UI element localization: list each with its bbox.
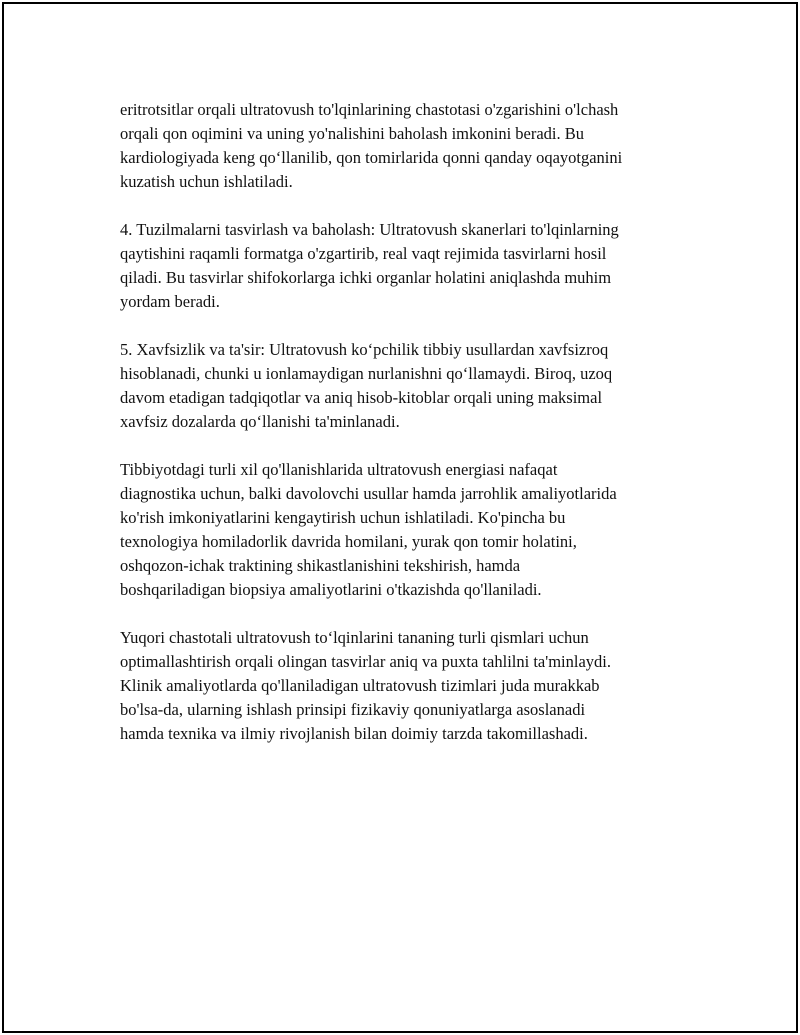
document-body [120,98,680,770]
paragraph-structure-imaging: 4. Tuzilmalarni tasvirlash va baholash: Ultratovush skanerlari to'lqinlarning qaytishini raqamli formatga o'zgartirib, real vaqt rejimida tasvirlarni hosil qiladi. Bu tasvirlar shifokorlarga ichki organlar holatini aniqlashda muhim yordam beradi. [120,220,619,311]
paragraph-medical-applications: Tibbiyotdagi turli xil qo'llanishlarida ultratovush energiasi nafaqat diagnostika uchun, balki davolovchi usullar hamda jarrohlik amaliyotlarida ko'rish imkoniyatlarini kengaytirish uchun ishlatiladi. Ko'pincha bu texnologiya homiladorlik davrida homilani, yurak qon tomir holatini, oshqozon-ichak traktining shikastlanishini tekshirish, hamda boshqariladigan biopsiya amaliyotlarini o'tkazishda qo'llaniladi. [120,460,617,599]
document-page [2,2,798,1033]
paragraph-doppler-continuation: eritrotsitlar orqali ultratovush to'lqinlarining chastotasi o'zgarishini o'lchash orqali qon oqimini va uning yo'nalishini baholash imkonini beradi. Bu kardiologiyada keng qo‘llanilib, qon tomirlarida qonni qanday oqayotganini kuzatish uchun ishlatiladi. [120,100,623,191]
paragraph-high-frequency: Yuqori chastotali ultratovush to‘lqinlarini tananing turli qismlari uchun optimallashtirish orqali olingan tasvirlar aniq va puxta tahlilni ta'minlaydi. Klinik amaliyotlarda qo'llaniladigan ultratovush tizimlari juda murakkab bo'lsa-da, ularning ishlash prinsipi fizikaviy qonuniyatlarga asoslanadi hamda texnika va ilmiy rivojlanish bilan doimiy tarzda takomillashadi. [120,628,611,743]
paragraph-safety: 5. Xavfsizlik va ta'sir: Ultratovush ko‘pchilik tibbiy usullardan xavfsizroq hisoblanadi, chunki u ionlamaydigan nurlanishni qo‘llamaydi. Biroq, uzoq davom etadigan tadqiqotlar va aniq hisob-kitoblar orqali uning maksimal xavfsiz dozalarda qo‘llanishi ta'minlanadi. [120,340,613,431]
